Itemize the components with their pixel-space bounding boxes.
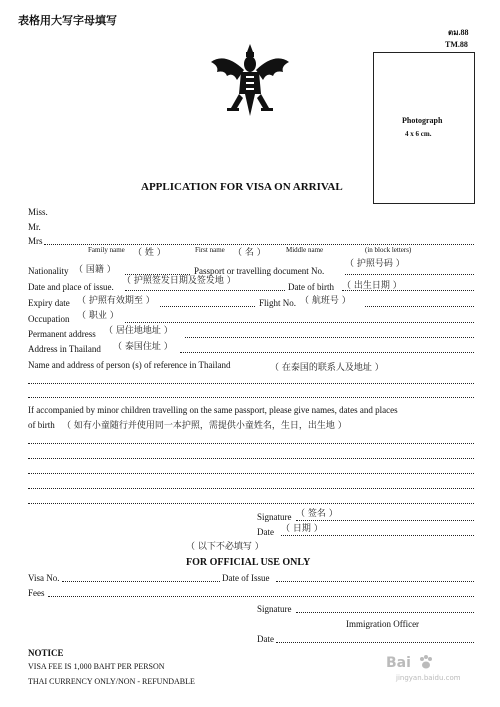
label-signature: Signature: [257, 512, 292, 522]
label-address-th: Address in Thailand: [28, 344, 101, 354]
fees-field[interactable]: [48, 596, 474, 597]
official-signature-field[interactable]: [296, 612, 474, 613]
visa-no-field[interactable]: [62, 581, 220, 582]
label-flight-cn: （ 航班号 ）: [300, 296, 351, 306]
label-reference: Name and address of person (s) of reference in Thailand: [28, 360, 231, 370]
label-flight: Flight No.: [259, 298, 297, 308]
label-passport-cn: （ 护照号码 ）: [345, 259, 405, 269]
minor-line-4[interactable]: [28, 488, 474, 489]
label-date-issue: Date of Issue: [222, 573, 270, 583]
label-date: Date: [257, 527, 274, 537]
watermark-site: jingyan.baidu.com: [396, 674, 461, 682]
label-block-letters: (in block letters): [365, 246, 412, 254]
label-mrs: Mrs: [28, 236, 43, 246]
label-no-fill-cn: （ 以下不必填写 ）: [186, 542, 264, 552]
label-dob: Date of birth: [288, 282, 334, 292]
label-nationality: Nationality: [28, 266, 69, 276]
label-visa-no: Visa No.: [28, 573, 60, 583]
label-family-name: Family name: [88, 246, 125, 254]
label-occupation: Occupation: [28, 314, 70, 324]
label-minor-cn: （ 如有小童随行并使用同一本护照，需提供小童姓名，生日，出生地 ）: [62, 421, 347, 431]
occupation-field[interactable]: [125, 322, 474, 323]
label-occupation-cn: （ 职业 ）: [77, 311, 119, 321]
top-note: 表格用大写字母填写: [18, 14, 117, 27]
issue-field[interactable]: [125, 290, 285, 291]
label-issue: Date and place of issue.: [28, 282, 114, 292]
label-mr: Mr.: [28, 222, 41, 232]
flight-field[interactable]: [365, 306, 474, 307]
form-title: APPLICATION FOR VISA ON ARRIVAL: [141, 181, 343, 193]
label-signature-cn: （ 签名 ）: [296, 509, 338, 519]
label-nationality-cn: （ 国籍 ）: [74, 265, 116, 275]
label-issue-cn: （ 护照签发日期及签发地 ）: [122, 276, 236, 286]
label-official-signature: Signature: [257, 604, 292, 614]
label-dob-cn: （ 出生日期 ）: [342, 281, 402, 291]
minor-line-3[interactable]: [28, 473, 474, 474]
date-field[interactable]: [281, 535, 474, 536]
label-miss: Miss.: [28, 207, 48, 217]
baidu-paw-icon: [418, 654, 434, 670]
notice-line-1: VISA FEE IS 1,000 BAHT PER PERSON: [28, 662, 165, 671]
label-immigration-officer: Immigration Officer: [346, 619, 420, 629]
passport-field[interactable]: [345, 274, 474, 275]
label-family-name-cn: （ 姓 ）: [133, 248, 166, 258]
label-reference-cn: （ 在泰国的联系人及地址 ）: [270, 363, 384, 373]
permanent-field[interactable]: [185, 337, 474, 338]
label-expiry-cn: （ 护照有效期至 ）: [77, 296, 155, 306]
label-minor-2: of birth: [28, 420, 55, 430]
label-official-date: Date: [257, 634, 274, 644]
photo-box[interactable]: [373, 52, 475, 204]
notice-title: NOTICE: [28, 648, 64, 658]
date-issue-field[interactable]: [276, 581, 474, 582]
minor-line-1[interactable]: [28, 443, 474, 444]
form-code: TM.88: [445, 40, 468, 49]
label-passport: Passport or travelling document No.: [194, 266, 325, 276]
label-fees: Fees: [28, 588, 45, 598]
photo-label: Photograph: [402, 116, 443, 125]
reference-line-1[interactable]: [28, 383, 474, 384]
label-first-name: First name: [195, 246, 225, 254]
label-address-th-cn: （ 泰国住址 ）: [113, 342, 173, 352]
label-middle-name: Middle name: [286, 246, 324, 254]
photo-size: 4 x 6 cm.: [405, 130, 432, 138]
garuda-emblem-icon: [205, 42, 295, 122]
dob-field[interactable]: [342, 290, 474, 291]
notice-line-2: THAI CURRENCY ONLY/NON - REFUNDABLE: [28, 677, 195, 686]
address-th-field[interactable]: [180, 352, 474, 353]
label-expiry: Expiry date: [28, 298, 70, 308]
form-code-thai: ตม.88: [448, 28, 469, 37]
official-title: FOR OFFICIAL USE ONLY: [186, 557, 311, 568]
minor-line-2[interactable]: [28, 458, 474, 459]
label-minor-1: If accompanied by minor children travelling on the same passport, please give names, dates and places: [28, 405, 398, 415]
expiry-field[interactable]: [160, 306, 255, 307]
watermark-brand: Bai: [386, 655, 411, 671]
reference-line-2[interactable]: [28, 397, 474, 398]
label-permanent-cn: （ 居住地地址 ）: [104, 326, 173, 336]
label-date-cn: （ 日期 ）: [281, 524, 323, 534]
minor-line-5[interactable]: [28, 503, 474, 504]
official-date-field[interactable]: [276, 642, 474, 643]
label-first-name-cn: （ 名 ）: [233, 248, 266, 258]
label-permanent: Permanent address: [28, 329, 96, 339]
